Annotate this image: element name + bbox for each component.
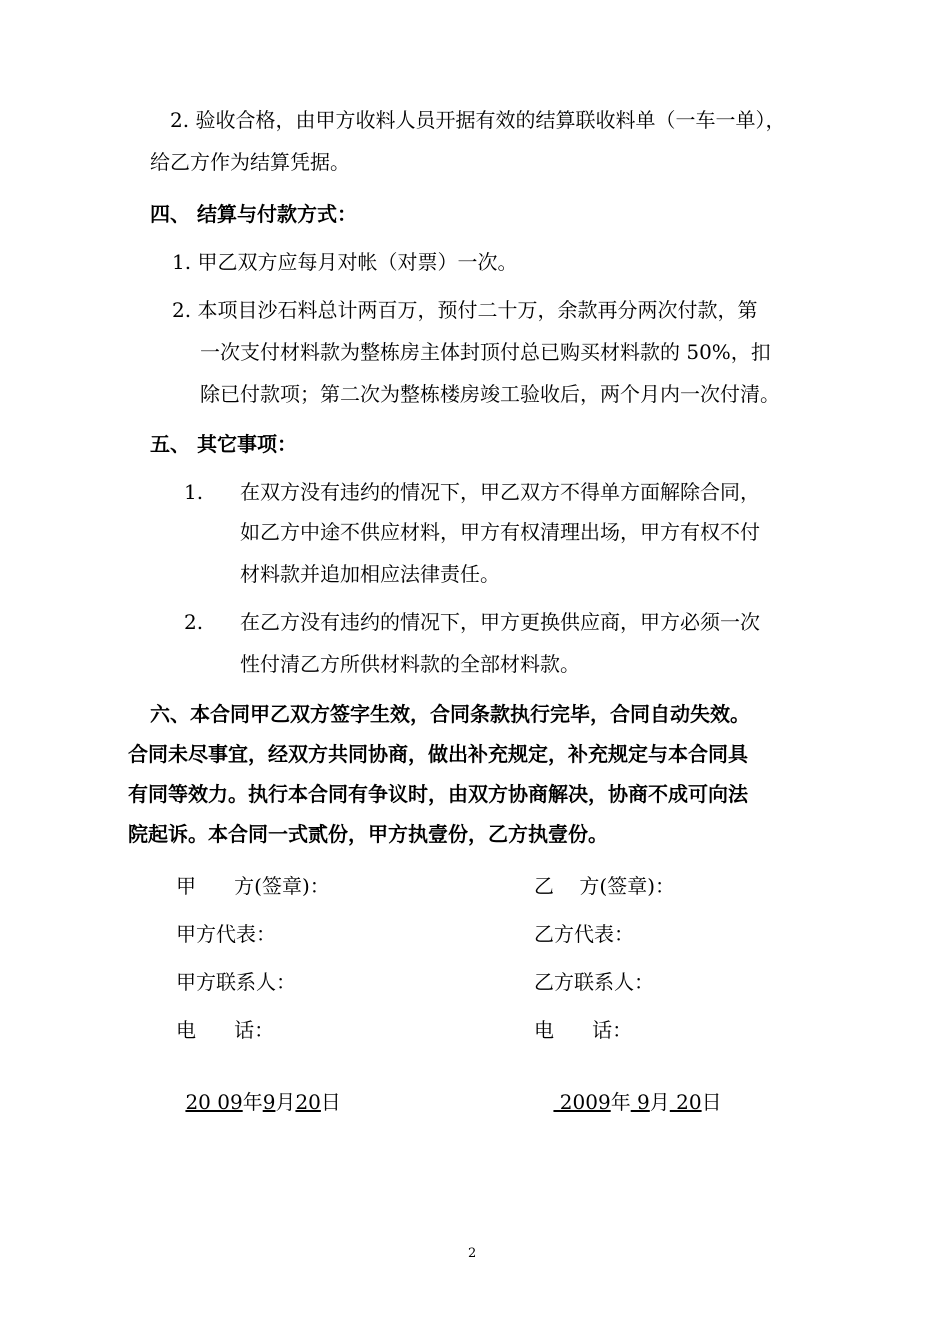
- party-b-date-day: 20: [669, 1090, 702, 1114]
- section5-item1-line1: 在双方没有违约的情况下，甲乙双方不得单方面解除合同，: [240, 480, 760, 504]
- section4-item2-line3: 除已付款项；第二次为整栋楼房竣工验收后，两个月内一次付清。: [200, 382, 780, 406]
- section3-item2-line1: 2. 验收合格，由甲方收料人员开据有效的结算联收料单（一车一单），: [170, 108, 786, 132]
- party-a-date-day-unit: 日: [320, 1090, 341, 1114]
- section4-item2-line2: 一次支付材料款为整栋房主体封顶付总已购买材料款的 50%，扣: [200, 340, 771, 364]
- section5-item1-line3: 材料款并追加相应法律责任。: [240, 562, 500, 586]
- party-a-contact-label: 甲方联系人：: [176, 970, 296, 994]
- party-a-date-month-unit: 月: [275, 1090, 296, 1114]
- party-b-date-month: 9: [630, 1090, 650, 1114]
- party-b-date-day-unit: 日: [701, 1090, 722, 1114]
- party-b-date-month-unit: 月: [649, 1090, 670, 1114]
- party-b-date: [528, 1066, 722, 1138]
- party-a-date: [160, 1066, 341, 1138]
- party-a-date-year-unit: 年: [242, 1090, 263, 1114]
- section5-heading: 五、 其它事项：: [150, 432, 297, 456]
- section6-line1: 六、本合同甲乙双方签字生效，合同条款执行完毕，合同自动失效。: [150, 702, 750, 726]
- party-a-date-day: 20: [295, 1090, 321, 1114]
- party-b-date-year-unit: 年: [610, 1090, 631, 1114]
- section6-line2: 合同未尽事宜，经双方共同协商，做出补充规定，补充规定与本合同具: [128, 742, 748, 766]
- party-b-rep-label: 乙方代表：: [534, 922, 634, 946]
- party-a-date-year: 20 09: [185, 1090, 243, 1114]
- page-number: 2: [468, 1246, 477, 1261]
- section4-item1: 1. 甲乙双方应每月对帐（对票）一次。: [172, 250, 518, 274]
- section6-line4: 院起诉。本合同一式贰份，甲方执壹份，乙方执壹份。: [128, 822, 608, 846]
- party-b-contact-label: 乙方联系人：: [534, 970, 654, 994]
- section6-line3: 有同等效力。执行本合同有争议时，由双方协商解决，协商不成可向法: [128, 782, 748, 806]
- party-a-phone-label: 电 话：: [176, 1018, 275, 1042]
- party-b-phone-label: 电 话：: [534, 1018, 633, 1042]
- section5-item2-line1: 在乙方没有违约的情况下，甲方更换供应商，甲方必须一次: [240, 610, 760, 634]
- section4-item2-line1: 2. 本项目沙石料总计两百万，预付二十万，余款再分两次付款，第: [172, 298, 758, 322]
- section5-item2-line2: 性付清乙方所供材料款的全部材料款。: [240, 652, 580, 676]
- party-b-date-year: 2009: [553, 1090, 611, 1114]
- party-a-date-month: 9: [262, 1090, 276, 1114]
- section3-item2-line2: 给乙方作为结算凭据。: [150, 150, 350, 174]
- party-a-sign-label: 甲 方(签章)：: [176, 874, 330, 898]
- section5-item1-line2: 如乙方中途不供应材料，甲方有权清理出场，甲方有权不付: [240, 520, 760, 544]
- section5-item1-number: 1.: [184, 480, 204, 504]
- party-b-sign-label: 乙 方(签章)：: [534, 874, 676, 898]
- section4-heading: 四、 结算与付款方式：: [150, 202, 357, 226]
- section5-item2-number: 2.: [184, 610, 204, 634]
- party-a-rep-label: 甲方代表：: [176, 922, 276, 946]
